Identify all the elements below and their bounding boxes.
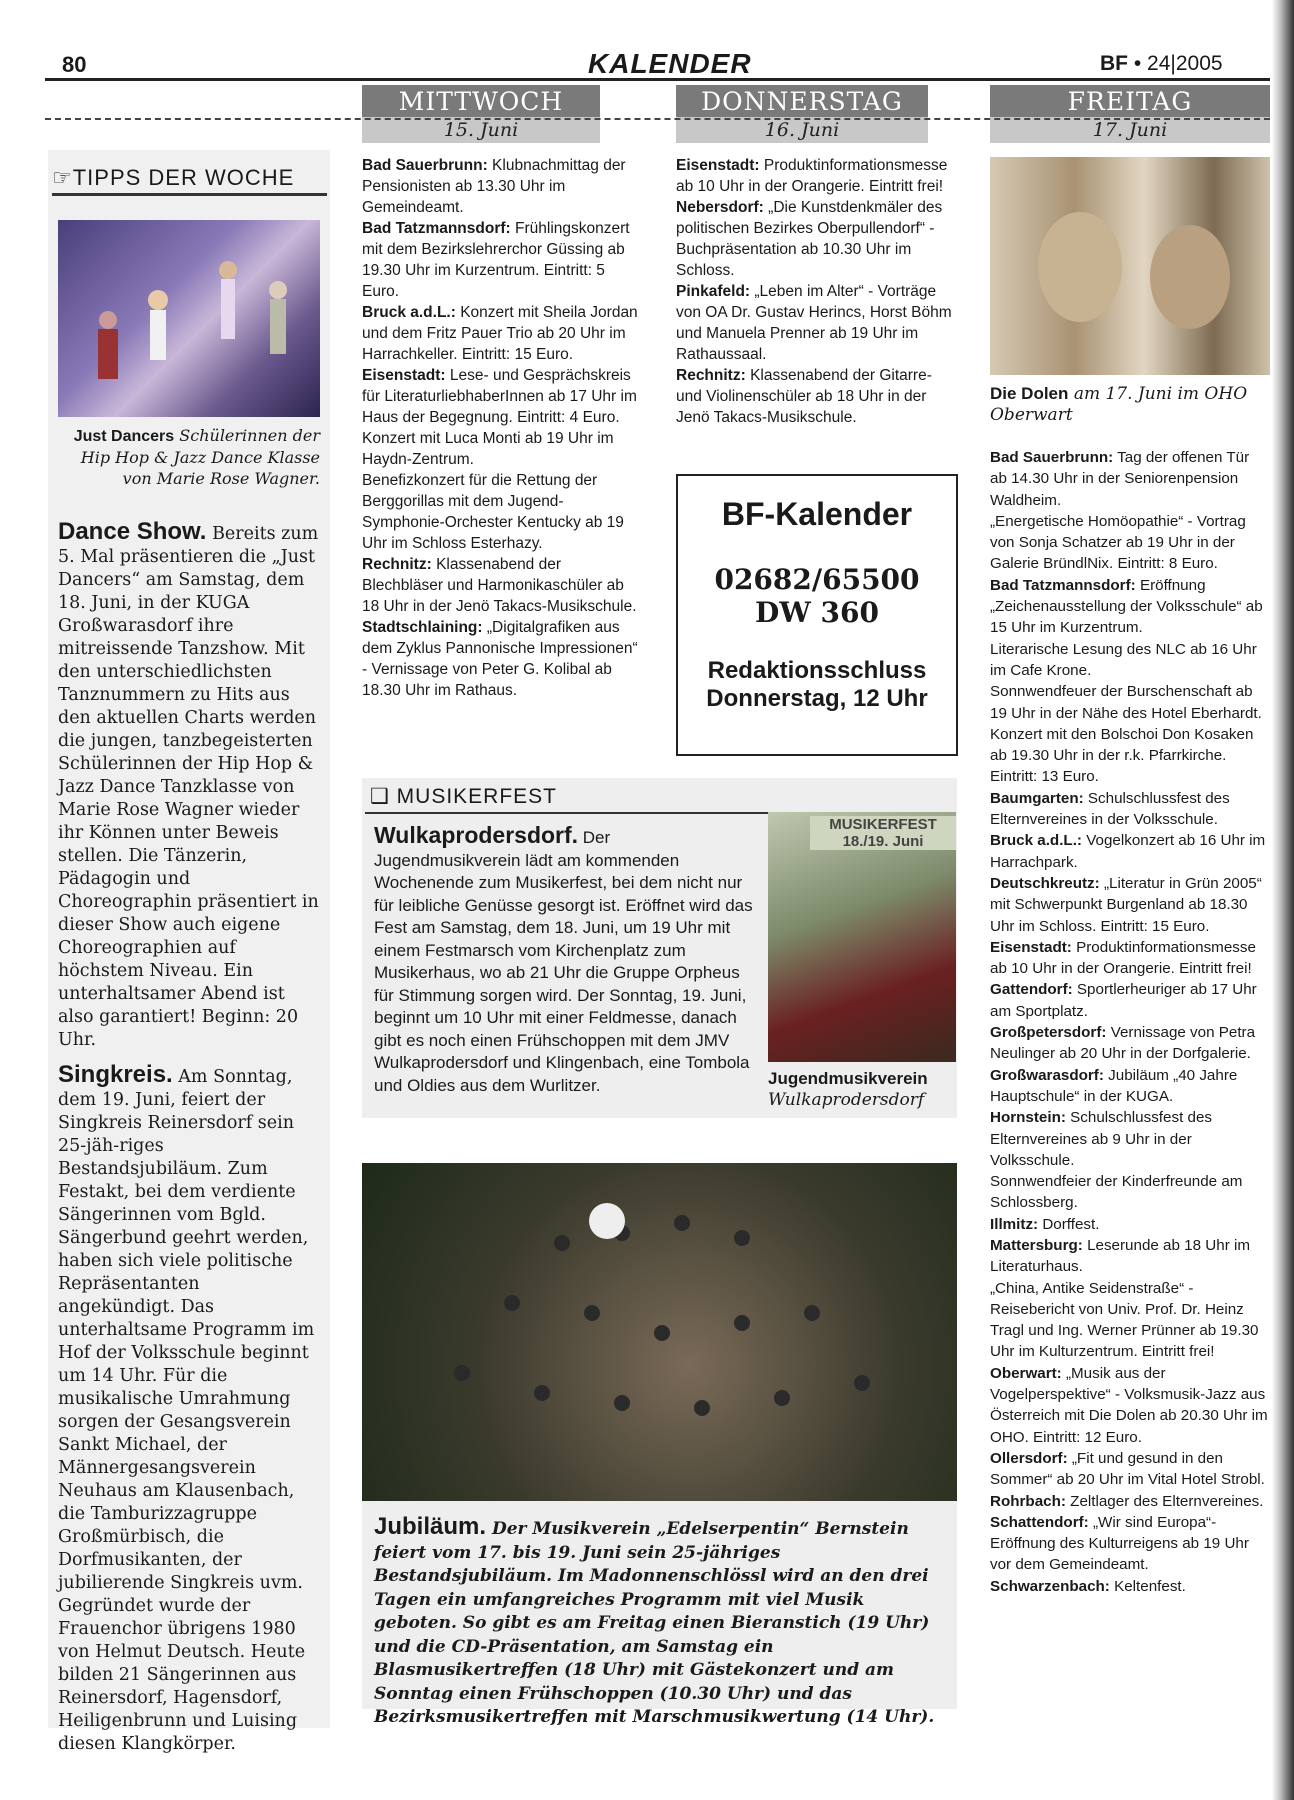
caption-bold: Die Dolen <box>990 384 1069 403</box>
box-deadline-label: Redaktionsschluss <box>707 657 927 684</box>
caption-text: Wulkaprodersdorf <box>768 1090 925 1110</box>
page-edge-shadow <box>1272 0 1294 1800</box>
listing-entry: Bad Tatzmannsdorf: Frühlingskonzert mit dem Bezirkslehrerchor Güssing ab 19.30 Uhr im Kurzentrum. Eintritt: 5 Euro. <box>362 220 630 300</box>
listing-entry: Schwarzenbach: Keltenfest. <box>990 1577 1186 1595</box>
box-phone: 02682/65500 <box>714 563 920 596</box>
box-dw: DW 360 <box>755 596 879 629</box>
separator: • <box>1133 52 1142 75</box>
poster-title: MUSIKERFEST <box>829 816 937 833</box>
listing-entry: Eisenstadt: Produktinformationsmesse ab 10 Uhr in der Orangerie. Eintritt frei! <box>990 938 1256 978</box>
tipps-heading: ☞TIPPS DER WOCHE <box>52 165 327 196</box>
listing-entry: Bruck a.d.L.: Vogelkonzert ab 16 Uhr im Harrachpark. <box>990 832 1266 871</box>
band-photo <box>362 1163 957 1501</box>
caption-bold: Jugendmusikverein <box>768 1069 928 1088</box>
brand: BF <box>1100 52 1128 75</box>
friday-listing <box>990 447 1268 1597</box>
caption-text: Schülerinnen der Hip Hop & Jazz Dance Klasse von Marie Rose Wagner. <box>80 426 320 488</box>
musikerfest-article <box>374 824 754 1097</box>
dance-show-title: Dance Show. <box>58 518 207 545</box>
listing-entry: Schattendorf: „Wir sind Europa“-Eröffnung des Kulturreigens ab 19 Uhr vor dem Gemeindeamt. <box>990 1513 1249 1574</box>
listing-entry: Rechnitz: Klassenabend der Blechbläser und Harmonikaschüler ab 18 Uhr in der Jenö Takacs-Musikschule. <box>362 556 637 615</box>
dancers-photo <box>58 220 320 417</box>
wednesday-listing <box>362 155 642 701</box>
jubilaeum-box <box>362 1501 957 1727</box>
musikerfest-caption <box>768 1068 956 1111</box>
box-title: BF-Kalender <box>721 496 913 532</box>
singkreis-text: Am Sonntag, dem 19. Juni, feiert der Singkreis Reinersdorf sein 25-jäh-riges Bestandsjubiläum. Zum Festakt, bei dem verdiente Sängerinnen vom Bgld. Sängerbund geehrt werden, haben sich viele politische Repräsentanten angekündigt. Das unterhaltsame Programm im Hof der Volksschule beginnt um 14 Uhr. Für die musikalische Umrahmung sorgen der Gesangsverein Sankt Michael, der Männergesangsverein Neuhaus am Klausenbach, die Tamburizzagruppe Großmürbisch, die Dorfmusikanten, der jubilierende Singkreis uvm. Gegründet wurde der Frauenchor übrigens 1980 von Helmut Deutsch. Heute bilden 21 Sängerinnen aus Reinersdorf, Hagensdorf, Heiligenbrunn und Luising diesen Klangkörper. <box>58 1067 315 1754</box>
listing-entry: Stadtschlaining: „Digitalgrafiken aus dem Zyklus Pannonische Impressionen“ - Vernissage von Peter G. Kolibal ab 18.30 Uhr im Rathaus. <box>362 619 638 699</box>
caption-bold: Just Dancers <box>73 428 175 445</box>
listing-entry: Mattersburg: Leserunde ab 18 Uhr im Literaturhaus. <box>990 1236 1251 1276</box>
listing-entry: Bruck a.d.L.: Konzert mit Sheila Jordan und dem Fritz Pauer Trio ab 20 Uhr im Harrachkeller. Eintritt: 15 Euro. <box>362 304 638 363</box>
header-rule <box>45 78 1270 81</box>
page-number: 80 <box>62 52 87 77</box>
day-name: MITTWOCH <box>398 87 564 116</box>
listing-entry: Rechnitz: Klassenabend der Gitarre- und Violinenschüler ab 18 Uhr in der Jenö Takacs-Musikschule. <box>676 367 932 426</box>
dancers-caption <box>58 425 320 489</box>
section-title: KALENDER <box>588 48 752 79</box>
listing-entry: Deutschkreutz: „Literatur in Grün 2005“ mit Schwerpunkt Burgenland ab 18.30 Uhr im Schloss. Eintritt: 15 Euro. <box>990 874 1262 935</box>
listing-entry: Konzert mit den Bolschoi Don Kosaken ab 19.30 Uhr in der r.k. Pfarrkirche. Eintritt: 13 Euro. <box>990 725 1254 786</box>
singkreis-title: Singkreis. <box>58 1061 173 1088</box>
day-name: FREITAG <box>1067 87 1193 116</box>
singkreis-article <box>58 1063 320 1756</box>
jubilaeum-title: Jubiläum. <box>374 1513 487 1540</box>
jubilaeum-article <box>374 1515 945 1730</box>
day-date: 16. Juni <box>676 117 928 143</box>
listing-entry: „Energetische Homöopathie“ - Vortrag von Sonja Schatzer ab 19 Uhr in der Galerie BründlNix. Eintritt: 8 Euro. <box>990 512 1246 573</box>
listing-entry: Großpetersdorf: Vernissage von Petra Neulinger ab 20 Uhr in der Dorfgalerie. <box>990 1024 1256 1063</box>
thursday-listing <box>676 155 958 428</box>
listing-entry: Benefizkonzert für die Rettung der Berggorillas mit dem Jugend-Symphonie-Orchester Kentucky ab 19 Uhr im Schloss Esterhazy. <box>362 472 624 552</box>
listing-entry: Großwarasdorf: Jubiläum „40 Jahre Hauptschule“ in der KUGA. <box>990 1066 1238 1105</box>
dance-show-article <box>58 520 320 1052</box>
day-date: 15. Juni <box>362 117 600 143</box>
listing-entry: Illmitz: Dorffest. <box>990 1215 1100 1233</box>
listing-entry: Baumgarten: Schulschlussfest des Elternvereines in der Volksschule. <box>990 789 1230 829</box>
jubilaeum-text: Der Musikverein „Edelserpentin“ Bernstein feiert vom 17. bis 19. Juni sein 25-jähriges Bestandsjubiläum. Im Madonnenschlössl wird an den drei Tagen ein umfangreiches Programm mit viel Musik geboten. So gibt es am Freitag einen Bieranstich (19 Uhr) und die CD-Präsentation, am Samstag ein Blasmusikertreffen (18 Uhr) mit Gästekonzert und am Sonntag einen Frühschoppen (10.30 Uhr) und das Bezirksmusikertreffen mit Marschmusikwertung (14 Uhr). <box>374 1519 935 1727</box>
day-header-thursday <box>676 85 928 143</box>
day-name: DONNERSTAG <box>701 87 903 116</box>
listing-entry: Pinkafeld: „Leben im Alter“ - Vorträge von OA Dr. Gustav Herincs, Horst Böhm und Manuela Prenner ab 19 Uhr im Rathaussaal. <box>676 283 952 363</box>
musikerfest-text: Der Jugendmusikverein lädt am kommenden Wochenende zum Musikerfest, bei dem nicht nur für leibliche Genüsse gesorgt ist. Eröffnet wird das Fest am Samstag, dem 18. Juni, um 19 Uhr mit einem Festmarsch vom Kirchenplatz zum Musikerhaus, wo ab 21 Uhr die Gruppe Orpheus für Stimmung sorgen wird. Der Sonntag, 19. Juni, beginnt um 10 Uhr mit einer Feldmesse, danach gibt es noch einen Frühschoppen mit dem JMV Wulkaprodersdorf und Klingenbach, eine Tombola und Oldies aus dem Wurlitzer. <box>374 828 753 1095</box>
musikerfest-heading: ❑ MUSIKERFEST <box>370 785 558 808</box>
listing-entry: Nebersdorf: „Die Kunstdenkmäler des politischen Bezirkes Oberpullendorf“ - Buchpräsentation ab 10.30 Uhr im Schloss. <box>676 199 943 279</box>
issue-info <box>1100 52 1223 76</box>
poster-date: 18./19. Juni <box>842 833 924 850</box>
dashed-divider <box>45 118 1270 120</box>
day-date: 17. Juni <box>990 117 1270 143</box>
box-deadline-day: Donnerstag, 12 Uhr <box>706 685 928 712</box>
dolen-caption <box>990 383 1270 426</box>
listing-entry: Sonnwendfeuer der Burschenschaft ab 19 Uhr in der Nähe des Hotel Eberhardt. <box>990 683 1262 722</box>
caption-text: am 17. Juni im OHO Oberwart <box>990 384 1248 425</box>
listing-entry: Konzert mit Luca Monti ab 19 Uhr im Haydn-Zentrum. <box>362 430 614 468</box>
listing-entry: Bad Sauerbrunn: Klubnachmittag der Pensionisten ab 13.30 Uhr im Gemeindeamt. <box>362 157 626 216</box>
band-illustration <box>362 1163 957 1501</box>
musikerfest-photo <box>768 812 956 1062</box>
dolen-illustration <box>990 157 1270 375</box>
listing-entry: Hornstein: Schulschlussfest des Elternvereines ab 9 Uhr in der Volksschule. <box>990 1109 1212 1169</box>
listing-entry: Oberwart: „Musik aus der Vogelperspektive“ - Volksmusik-Jazz aus Österreich mit Die Dolen ab 20.30 Uhr im OHO. Eintritt: 12 Euro. <box>990 1364 1268 1446</box>
photo-poster <box>810 816 956 850</box>
dance-show-text: Bereits zum 5. Mal präsentieren die „Just Dancers“ am Samstag, dem 18. Juni, in der KUGA Großwarasdorf ihre mitreissende Tanzshow. Mit den unterschiedlichsten Tanznummern zu Hits aus den aktuellen Charts werden die jungen, tanzbegeisterten Schülerinnen der Hip Hop & Jazz Dance Tanzklasse von Marie Rose Wagner wieder ihr Können unter Beweis stellen. Die Tänzerin, Pädagogin und Choreographin präsentiert in dieser Show auch eigene Choreographien auf höchstem Niveau. Ein unterhaltsamer Abend ist also garantiert! Beginn: 20 Uhr. <box>58 524 319 1050</box>
listing-entry: Bad Tatzmannsdorf: Eröffnung „Zeichenausstellung der Volksschule“ ab 15 Uhr im Kurzentrum. <box>990 576 1263 637</box>
day-header-wednesday <box>362 85 600 143</box>
listing-entry: Eisenstadt: Lese- und Gesprächskreis für LiteraturliebhaberInnen ab 17 Uhr im Haus der Begegnung. Eintritt: 4 Euro. <box>362 367 637 426</box>
listing-entry: Sonnwendfeier der Kinderfreunde am Schlossberg. <box>990 1173 1243 1212</box>
listing-entry: Eisenstadt: Produktinformationsmesse ab 10 Uhr in der Orangerie. Eintritt frei! <box>676 157 948 195</box>
listing-entry: Ollersdorf: „Fit und gesund in den Sommer“ ab 20 Uhr im Vital Hotel Strobl. <box>990 1449 1265 1489</box>
dolen-photo <box>990 157 1270 375</box>
kalender-contact-box <box>676 474 958 756</box>
listing-entry: Literarische Lesung des NLC ab 16 Uhr im Cafe Krone. <box>990 640 1257 679</box>
dancers-illustration <box>58 220 320 417</box>
listing-entry: Bad Sauerbrunn: Tag der offenen Tür ab 14.30 Uhr in der Seniorenpension Waldheim. <box>990 449 1250 509</box>
day-header-friday <box>990 85 1270 143</box>
issue-number: 24|2005 <box>1147 52 1223 75</box>
listing-entry: Gattendorf: Sportlerheuriger ab 17 Uhr am Sportplatz. <box>990 981 1257 1020</box>
listing-entry: „China, Antike Seidenstraße“ - Reisebericht von Univ. Prof. Dr. Heinz Tragl und Ing. Werner Prünner ab 19.30 Uhr im Kulturzentrum. Eintritt frei! <box>990 1279 1259 1361</box>
musikerfest-title: Wulkaprodersdorf. <box>374 822 579 848</box>
listing-entry: Rohrbach: Zeltlager des Elternvereines. <box>990 1492 1264 1510</box>
